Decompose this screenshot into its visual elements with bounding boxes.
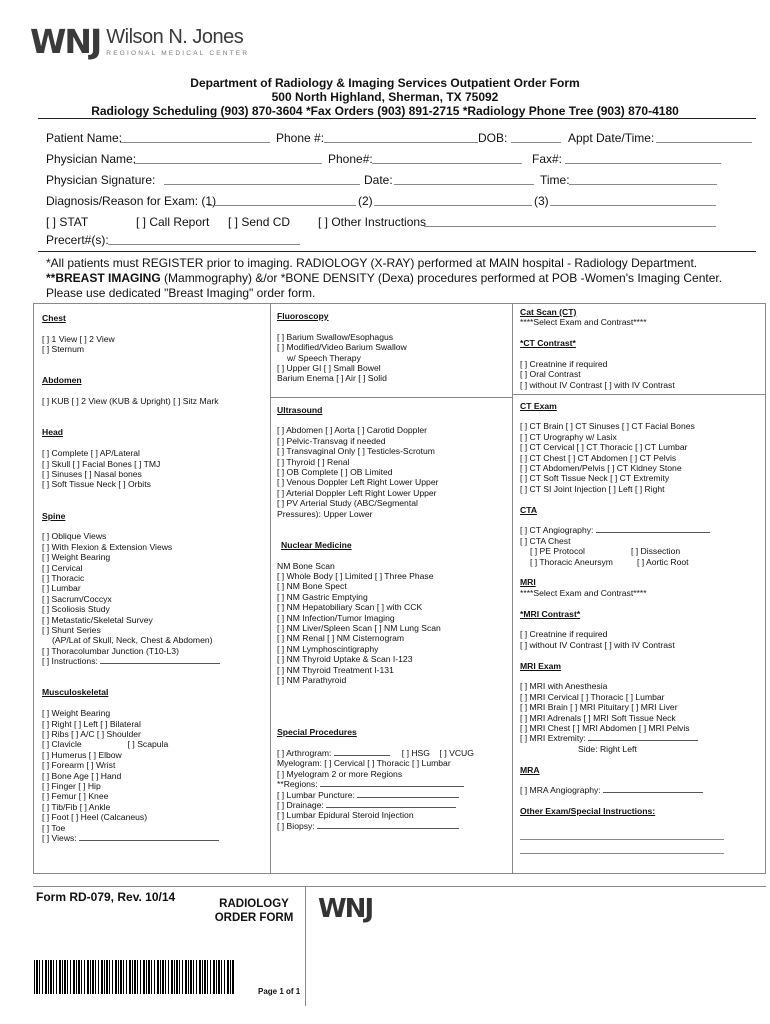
diagnosis-3-label: (3) [534, 194, 549, 208]
spine-item[interactable]: [ ] Cervical [42, 562, 83, 573]
chest-title: Chest [42, 313, 66, 323]
spine-item[interactable]: [ ] Metastatic/Skeletal Survey [42, 614, 153, 625]
msk-title: Musculoskeletal [42, 687, 109, 698]
barcode-image [34, 960, 234, 994]
special-procedures-title: Special Procedures [277, 727, 357, 738]
mri-side[interactable]: Side: Right Left [578, 743, 637, 754]
ct-exam-item[interactable]: [ ] CT Cervical [ ] CT Thoracic [ ] CT Lumbar [520, 442, 688, 453]
msk-item[interactable]: [ ] Toe [42, 822, 66, 833]
fluoro-title: Fluoroscopy [277, 311, 329, 321]
footer-logo: WNJ [318, 894, 373, 924]
other-exam-line-1[interactable] [520, 828, 724, 840]
nm-item[interactable]: [ ] NM Gastric Emptying [277, 591, 368, 602]
other-exam-title: Other Exam/Special Instructions: [520, 806, 656, 817]
time-label: Time: [540, 173, 570, 187]
mri-note: ****Select Exam and Contrast**** [520, 587, 647, 598]
spine-title: Spine [42, 510, 66, 521]
cta-item[interactable]: [ ] CT Angiography: [520, 525, 710, 535]
mri-exam-item[interactable]: [ ] MRI Cervical [ ] Thoracic [ ] Lumbar [520, 691, 665, 702]
cta-item[interactable]: [ ] Thoracic Aneursym [ ] Aortic Root [530, 556, 689, 567]
head-item[interactable]: [ ] Sinuses [ ] Nasal bones [42, 468, 142, 479]
spine-item[interactable]: [ ] Oblique Views [42, 531, 107, 542]
physician-phone-label: Phone#: [328, 152, 373, 166]
fields-rule [38, 251, 756, 252]
footer-divider [305, 886, 306, 1006]
nm-item[interactable]: [ ] NM Thyroid Treatment I-131 [277, 664, 394, 675]
nm-item: NM Bone Scan [277, 560, 335, 571]
fluoro-item[interactable]: [ ] Barium Swallow/Esophagus [277, 331, 394, 342]
msk-item[interactable]: [ ] Tib/Fib [ ] Ankle [42, 801, 111, 812]
notice-line-3: Please use dedicated "Breast Imaging" order form. [46, 286, 316, 300]
nuclear-medicine-title: Nuclear Medicine [281, 539, 352, 550]
spine-item[interactable]: [ ] With Flexion & Extension Views [42, 541, 173, 552]
logo-mark: WNJ [30, 22, 101, 61]
chest-item[interactable]: [ ] 1 View [ ] 2 View [42, 333, 115, 344]
spine-instructions[interactable]: [ ] Instructions: [42, 656, 220, 666]
notice-line-2 [46, 271, 746, 286]
sp-item[interactable]: [ ] Drainage: [277, 800, 474, 810]
msk-item[interactable]: [ ] Femur [ ] Knee [42, 791, 109, 802]
phone-field[interactable] [324, 131, 478, 143]
ultrasound-title: Ultrasound [277, 404, 323, 415]
ct-exam-item[interactable]: [ ] CT Brain [ ] CT Sinuses [ ] CT Facial Bones [520, 421, 695, 432]
msk-views[interactable]: [ ] Views: [42, 833, 220, 843]
page-number: Page 1 of 1 [258, 987, 301, 996]
us-item[interactable]: [ ] Transvaginal Only [ ] Testicles-Scrotum [277, 446, 435, 457]
sp-item[interactable]: [ ] Myelogram 2 or more Regions [277, 768, 403, 779]
nm-item[interactable]: [ ] Whole Body [ ] Limited [ ] Three Phase [277, 571, 434, 582]
ct-contrast-item[interactable]: [ ] Creatnine if required [520, 359, 608, 369]
spine-item[interactable]: [ ] Weight Bearing [42, 552, 111, 563]
ct-exam-item[interactable]: [ ] CT SI Joint Injection [ ] Left [ ] Right [520, 483, 665, 494]
fluoro-note: w/ Speech Therapy [287, 352, 361, 363]
spine-item[interactable]: [ ] Thoracolumbar Junction (T10-L3) [42, 645, 179, 656]
msk-item[interactable]: [ ] Bone Age [ ] Hand [42, 770, 122, 781]
mri-exam-item[interactable]: [ ] MRI Chest [ ] MRI Abdomen [ ] MRI Pelvis [520, 723, 690, 734]
appt-field[interactable] [656, 131, 752, 143]
msk-item[interactable]: [ ] Forearm [ ] Wrist [42, 760, 116, 771]
precert-label: Precert#(s): [46, 233, 109, 247]
header-address: 500 North Highland, Sherman, TX 75092 [271, 90, 499, 104]
fluoro-item[interactable]: Barium Enema [ ] Air [ ] Solid [277, 373, 387, 384]
abdomen-item[interactable]: [ ] KUB [ ] 2 View (KUB & Upright) [ ] Sitz Mark [42, 396, 219, 407]
header-phones: Radiology Scheduling (903) 870-3604 *Fax Orders (903) 891-2715 *Radiology Phone Tree (903) 870-4180 [91, 104, 679, 118]
head-item[interactable]: [ ] Complete [ ] AP/Lateral [42, 448, 140, 459]
notice [46, 256, 746, 301]
sp-item[interactable]: [ ] Lumbar Epidural Steroid Injection [277, 810, 414, 821]
cta-title: CTA [520, 504, 538, 515]
time-field[interactable] [569, 173, 717, 185]
stat-checkbox[interactable]: [ ] STAT [46, 215, 89, 229]
nm-item[interactable]: [ ] NM Liver/Spleen Scan [ ] NM Lung Scan [277, 623, 441, 634]
sp-item[interactable]: [ ] Arthrogram: [ ] HSG [ ] VCUG [277, 747, 474, 758]
notice-line-1: *All patients must REGISTER prior to imaging. RADIOLOGY (X-RAY) performed at MAIN hospital - Radiology Department. [46, 256, 698, 270]
msk-item[interactable]: [ ] Humerus [ ] Elbow [42, 749, 122, 760]
fax-field[interactable] [565, 152, 721, 164]
head-title: Head [42, 427, 64, 438]
dob-field[interactable] [511, 131, 561, 143]
chest-item[interactable]: [ ] Sternum [42, 344, 85, 355]
signature-field[interactable] [164, 173, 360, 185]
msk-item[interactable]: [ ] Clavicle [ ] Scapula [42, 739, 169, 750]
patient-name-field[interactable] [120, 131, 270, 143]
msk-item[interactable]: [ ] Finger [ ] Hip [42, 781, 101, 792]
footer-title-1: RADIOLOGY [219, 898, 289, 910]
mri-exam-item[interactable]: [ ] MRI Brain [ ] MRI Pituitary [ ] MRI Liver [520, 702, 678, 713]
other-instructions-field[interactable] [424, 215, 716, 227]
us-item[interactable]: Pressures): Upper Lower [277, 508, 373, 519]
sp-item[interactable]: Myelogram: [ ] Cervical [ ] Thoracic [ ] Lumbar [277, 758, 451, 769]
us-item[interactable]: [ ] Abdomen [ ] Aorta [ ] Carotid Doppler [277, 425, 427, 436]
abdomen-title: Abdomen [42, 375, 82, 386]
head-item[interactable]: [ ] Soft Tissue Neck [ ] Orbits [42, 479, 151, 490]
fluoro-item[interactable]: [ ] Modified/Video Barium Swallow [277, 342, 407, 353]
ct-title: Cat Scan (CT) [520, 307, 577, 317]
footer-rule [33, 886, 766, 887]
msk-item[interactable]: [ ] Right [ ] Left [ ] Bilateral [42, 718, 141, 729]
other-exam-line-2[interactable] [520, 842, 724, 854]
ct-contrast-item[interactable]: [ ] without IV Contrast [ ] with IV Contrast [520, 379, 675, 390]
mra-title: MRA [520, 764, 540, 775]
nm-item[interactable]: [ ] NM Lymphoscintigraphy [277, 643, 379, 654]
mri-title: MRI [520, 577, 536, 588]
mri-contrast-item[interactable]: [ ] without IV Contrast [ ] with IV Contrast [520, 639, 675, 650]
sp-item[interactable]: **Regions: [277, 779, 474, 789]
mri-exam-item[interactable]: [ ] MRI Adrenals [ ] MRI Soft Tissue Neck [520, 712, 676, 723]
header-rule [38, 118, 756, 119]
sp-item[interactable]: [ ] Lumbar Puncture: [277, 790, 474, 800]
spine-item[interactable]: [ ] Sacrum/Coccyx [42, 593, 112, 604]
form-number: Form RD-079, Rev. 10/14 [36, 890, 176, 904]
footer-title-2: ORDER FORM [214, 912, 294, 924]
diagnosis-2-label: (2) [358, 194, 373, 208]
diagnosis-field-1[interactable] [208, 194, 356, 206]
us-item[interactable]: [ ] PV Arterial Study (ABC/Segmental [277, 498, 418, 509]
grid-divider-1 [270, 304, 271, 873]
header-title: Department of Radiology & Imaging Services Outpatient Order Form [190, 76, 580, 90]
nm-item[interactable]: [ ] NM Bone Spect [277, 581, 347, 592]
mri-exam-title: MRI Exam [520, 660, 562, 671]
precert-field[interactable] [108, 233, 300, 245]
physician-phone-field[interactable] [372, 152, 522, 164]
physician-name-field[interactable] [134, 152, 322, 164]
us-item[interactable]: [ ] OB Complete [ ] OB Limited [277, 467, 393, 478]
signature-label: Physician Signature: [46, 173, 156, 187]
us-item[interactable]: [ ] Arterial Doppler Left Right Lower Upper [277, 487, 437, 498]
nm-item[interactable]: [ ] NM Parathyroid [277, 675, 347, 686]
col-fluoro-us-nm [277, 311, 474, 831]
cta-item[interactable]: [ ] PE Protocol [ ] Dissection [530, 546, 681, 557]
grid-divider-2 [512, 304, 513, 873]
nm-item[interactable]: [ ] NM Hepatobiliary Scan [ ] with CCK [277, 602, 423, 613]
ct-contrast-title: *CT Contrast* [520, 338, 576, 349]
other-instructions-checkbox[interactable]: [ ] Other Instructions [318, 215, 427, 229]
ct-exam-item[interactable]: [ ] CT Urography w/ Lasix [520, 431, 617, 442]
dob-label: DOB: [478, 131, 508, 145]
diagnosis-label: Diagnosis/Reason for Exam: (1) [46, 194, 217, 208]
sp-item[interactable]: [ ] Biopsy: [277, 821, 474, 831]
ct-contrast-item[interactable]: [ ] Oral Contrast [520, 369, 581, 380]
ct-exam-item[interactable]: [ ] CT Soft Tissue Neck [ ] CT Extremity [520, 473, 670, 484]
patient-name-label: Patient Name: [46, 131, 123, 145]
spine-item[interactable]: [ ] Lumbar [42, 583, 81, 594]
spine-item[interactable]: [ ] Scoliosis Study [42, 604, 110, 615]
msk-item[interactable]: [ ] Foot [ ] Heel (Calcaneus) [42, 812, 148, 823]
physician-name-label: Physician Name: [46, 152, 137, 166]
col-ct-mri [520, 307, 710, 817]
appt-label: Appt Date/Time: [568, 131, 655, 145]
col-xray [42, 313, 220, 844]
phone-label: Phone #: [276, 131, 325, 145]
date-field[interactable] [394, 173, 534, 185]
spine-item[interactable]: [ ] Shunt Series [42, 625, 101, 636]
mri-contrast-title: *MRI Contrast* [520, 608, 581, 619]
us-item[interactable]: [ ] Pelvic-Transvag if needed [277, 435, 386, 446]
ct-exam-title: CT Exam [520, 400, 557, 411]
ct-note: ****Select Exam and Contrast**** [520, 317, 647, 328]
us-item[interactable]: [ ] Venous Doppler Left Right Lower Upper [277, 477, 439, 488]
fluoro-item[interactable]: [ ] Upper GI [ ] Small Bowel [277, 363, 381, 374]
cta-item[interactable]: [ ] CTA Chest [520, 535, 571, 546]
ct-exam-item[interactable]: [ ] CT Abdomen/Pelvis [ ] CT Kidney Stone [520, 463, 682, 474]
msk-item[interactable]: [ ] Ribs [ ] A/C [ ] Shoulder [42, 729, 141, 740]
diagnosis-field-3[interactable] [550, 194, 716, 206]
diagnosis-field-2[interactable] [374, 194, 532, 206]
date-label: Date: [364, 173, 393, 187]
msk-item[interactable]: [ ] Weight Bearing [42, 708, 111, 719]
logo-name: Wilson N. Jones [106, 26, 244, 48]
call-report-checkbox[interactable]: [ ] Call Report [136, 215, 210, 229]
spine-note: (AP/Lat of Skull, Neck, Chest & Abdomen) [52, 635, 213, 646]
mri-exam-item[interactable]: [ ] MRI Extremity: [520, 733, 710, 743]
nm-item[interactable]: [ ] NM Thyroid Uptake & Scan I-123 [277, 654, 413, 665]
us-item[interactable]: [ ] Thyroid [ ] Renal [277, 456, 350, 467]
hospital-logo [30, 22, 249, 61]
spine-item[interactable]: [ ] Thoracic [42, 573, 85, 583]
nm-item[interactable]: [ ] NM Infection/Tumor Imaging [277, 612, 395, 623]
mra-item[interactable]: [ ] MRA Angiography: [520, 785, 710, 795]
fax-label: Fax#: [532, 152, 563, 166]
nm-item[interactable]: [ ] NM Renal [ ] NM Cisternogram [277, 633, 405, 644]
head-item[interactable]: [ ] Skull [ ] Facial Bones [ ] TMJ [42, 458, 161, 469]
ct-exam-item[interactable]: [ ] CT Chest [ ] CT Abdomen [ ] CT Pelvis [520, 452, 677, 463]
notice-breast-imaging: **BREAST IMAGING [46, 271, 161, 285]
mri-contrast-item[interactable]: [ ] Creatnine if required [520, 629, 608, 640]
notice-line-2-rest: (Mammography) &/or *BONE DENSITY (Dexa) procedures performed at POB -Women's Imaging Center. [160, 271, 723, 285]
send-cd-checkbox[interactable]: [ ] Send CD [228, 215, 291, 229]
logo-subtitle: REGIONAL MEDICAL CENTER [106, 50, 250, 57]
mri-exam-item[interactable]: [ ] MRI with Anesthesia [520, 681, 608, 692]
